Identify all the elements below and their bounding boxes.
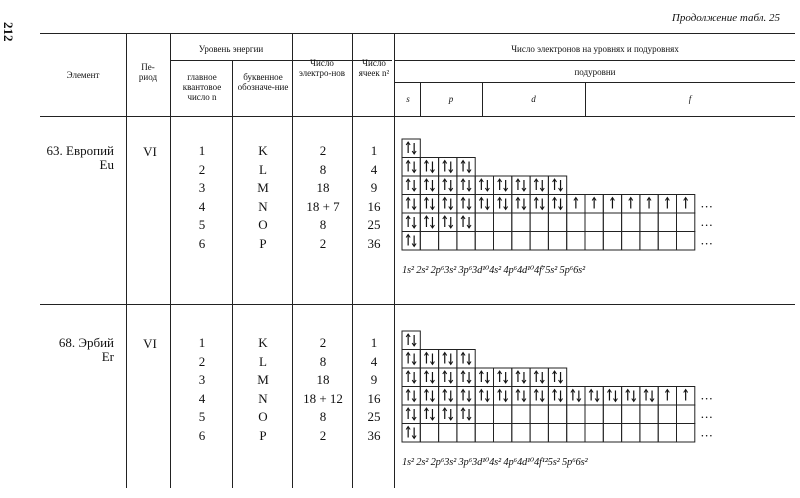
header-d: d	[531, 94, 536, 104]
orbital-cell	[530, 213, 548, 232]
orbital-cell	[475, 195, 493, 214]
orbital-cell	[585, 387, 603, 406]
orbital-cell	[402, 176, 420, 195]
orbital-cell	[567, 405, 585, 424]
level-n: 3	[198, 180, 206, 195]
header-element: Элемент	[66, 70, 100, 80]
level-electrons: 2	[319, 427, 327, 443]
level-letter: P	[259, 427, 267, 443]
level-n: 5	[198, 409, 206, 424]
orbital-cell	[420, 195, 438, 214]
orbital-cell	[548, 424, 566, 443]
orbital-cell	[622, 424, 640, 443]
header-cells: Число ячеек n²	[358, 58, 390, 78]
orbital-cell	[512, 424, 530, 443]
ellipsis: ...	[700, 195, 714, 211]
header-sublevels: подуровни	[574, 67, 616, 77]
orbital-cell	[420, 176, 438, 195]
orbital-cell	[622, 232, 640, 251]
orbital-cell	[622, 387, 640, 406]
orbital-cell	[548, 368, 566, 387]
orbital-cell	[402, 139, 420, 158]
level-n: 2	[198, 161, 206, 177]
orbital-cell	[512, 405, 530, 424]
orbital-cell	[567, 232, 585, 251]
orbital-cell	[439, 232, 457, 251]
level-letter: L	[259, 353, 267, 369]
level-cells: 9	[370, 372, 378, 387]
orbital-cell	[494, 405, 512, 424]
orbital-cell	[585, 232, 603, 251]
orbital-cell	[457, 176, 475, 195]
orbital-cell	[603, 405, 621, 424]
orbital-cell	[420, 387, 438, 406]
orbital-cell	[640, 213, 658, 232]
level-cells: 25	[367, 409, 381, 424]
orbital-cell	[585, 405, 603, 424]
orbital-cell	[457, 213, 475, 232]
orbital-cell	[439, 350, 457, 369]
ellipsis: ...	[700, 406, 714, 421]
header-distribution: Число электронов на уровнях и подуровнях	[511, 44, 679, 54]
orbital-cell	[402, 424, 420, 443]
orbital-cell	[603, 213, 621, 232]
header-f: f	[688, 94, 692, 104]
orbital-cell	[402, 158, 420, 177]
orbital-cell	[622, 405, 640, 424]
orbital-cell	[457, 387, 475, 406]
header-energy-level: Уровень энергии	[198, 44, 264, 54]
orbital-cell	[658, 424, 676, 443]
orbital-cell	[457, 232, 475, 251]
orbital-cell	[603, 424, 621, 443]
level-letter: M	[257, 372, 269, 387]
orbital-cell	[402, 331, 420, 350]
ellipsis: ...	[700, 424, 714, 440]
orbital-cell	[640, 387, 658, 406]
orbital-cell	[640, 405, 658, 424]
orbital-cell	[475, 405, 493, 424]
orbital-cell	[475, 368, 493, 387]
level-n: 2	[198, 353, 206, 369]
ellipsis: ...	[700, 387, 714, 403]
orbital-cell	[530, 176, 548, 195]
level-n: 5	[198, 217, 206, 232]
orbital-cell	[530, 195, 548, 214]
level-n: 4	[198, 390, 206, 406]
orbital-cell	[439, 368, 457, 387]
orbital-cell	[494, 232, 512, 251]
orbital-cell	[512, 232, 530, 251]
orbital-cell	[439, 387, 457, 406]
electron-configuration: 1s² 2s² 2p⁶3s² 3p⁶3d¹⁰4s² 4p⁶4d¹⁰4f¹²5s² 5p⁶6s²	[402, 457, 588, 468]
header-period: Пе- риод	[138, 62, 158, 82]
level-letter: M	[257, 180, 269, 195]
level-n: 1	[198, 143, 206, 158]
orbital-cell	[420, 213, 438, 232]
orbital-cell	[475, 387, 493, 406]
orbital-cell	[420, 405, 438, 424]
level-electrons: 2	[319, 143, 327, 158]
orbital-cell	[548, 232, 566, 251]
orbital-cell	[530, 232, 548, 251]
orbital-cell	[603, 387, 621, 406]
level-electrons: 2	[319, 235, 327, 251]
orbital-cell	[420, 368, 438, 387]
orbital-cell	[402, 350, 420, 369]
orbital-cell	[585, 213, 603, 232]
orbital-cell	[420, 424, 438, 443]
level-electrons: 8	[319, 409, 327, 424]
level-cells: 4	[370, 353, 378, 369]
element-name: 68. Эрбий Er	[58, 335, 114, 364]
orbital-cell	[494, 387, 512, 406]
orbital-cell	[402, 213, 420, 232]
period-value: VI	[143, 336, 157, 351]
level-n: 3	[198, 372, 206, 387]
level-letter: K	[258, 335, 268, 350]
header-p: p	[448, 94, 454, 104]
orbital-cell	[475, 424, 493, 443]
orbital-cell	[512, 176, 530, 195]
orbital-cell	[439, 195, 457, 214]
header-s: s	[406, 94, 410, 104]
orbital-cell	[530, 424, 548, 443]
orbital-cell	[658, 232, 676, 251]
orbital-cell	[457, 158, 475, 177]
continuation-label: Продолжение табл. 25	[671, 12, 780, 24]
orbital-cell	[658, 213, 676, 232]
level-cells: 16	[367, 390, 381, 406]
level-electrons: 8	[319, 353, 327, 369]
level-cells: 1	[370, 143, 378, 158]
page-number: 212	[1, 22, 16, 42]
orbital-cell	[420, 158, 438, 177]
orbital-cell	[640, 424, 658, 443]
level-cells: 36	[367, 427, 381, 443]
orbital-cell	[494, 424, 512, 443]
level-electrons: 18 + 7	[306, 198, 340, 214]
orbital-cell	[439, 176, 457, 195]
ellipsis: ...	[700, 214, 714, 229]
orbital-cell	[494, 213, 512, 232]
level-letter: O	[258, 409, 268, 424]
orbital-cell	[475, 213, 493, 232]
level-letter: N	[258, 198, 268, 214]
header-letter: буквенное обозначе-ние	[237, 72, 289, 92]
orbital-cell	[640, 232, 658, 251]
orbital-cell	[402, 387, 420, 406]
orbital-cell	[530, 387, 548, 406]
level-electrons: 18	[316, 180, 330, 195]
level-cells: 1	[370, 335, 378, 350]
orbital-cell	[494, 176, 512, 195]
level-n: 6	[198, 427, 206, 443]
orbital-cell	[567, 424, 585, 443]
orbital-cell	[548, 213, 566, 232]
orbital-cell	[402, 232, 420, 251]
orbital-cell	[402, 405, 420, 424]
orbital-cell	[439, 158, 457, 177]
level-letter: P	[259, 235, 267, 251]
level-cells: 36	[367, 235, 381, 251]
orbital-cell	[457, 195, 475, 214]
header-principal: главное квантовое число n	[182, 72, 222, 102]
level-electrons: 18 + 12	[303, 390, 343, 406]
orbital-cell	[530, 368, 548, 387]
orbital-cell	[677, 232, 695, 251]
orbital-cell	[512, 195, 530, 214]
orbital-cell	[512, 213, 530, 232]
level-n: 6	[198, 235, 206, 251]
orbital-cell	[475, 232, 493, 251]
orbital-cell	[585, 424, 603, 443]
level-letter: K	[258, 143, 268, 158]
level-cells: 4	[370, 161, 378, 177]
orbital-cell	[402, 195, 420, 214]
orbital-cell	[439, 424, 457, 443]
orbital-cell	[439, 405, 457, 424]
orbital-cell	[548, 176, 566, 195]
level-letter: L	[259, 161, 267, 177]
level-cells: 16	[367, 198, 381, 214]
orbital-cell	[420, 350, 438, 369]
orbital-cell	[658, 405, 676, 424]
orbital-cell	[567, 213, 585, 232]
orbital-cell	[622, 213, 640, 232]
level-electrons: 8	[319, 217, 327, 232]
orbital-cell	[457, 368, 475, 387]
orbital-cell	[677, 213, 695, 232]
header-electrons: Число электро-нов	[298, 58, 346, 78]
orbital-cell	[530, 405, 548, 424]
level-electrons: 2	[319, 335, 327, 350]
orbital-cell	[420, 232, 438, 251]
orbital-cell	[457, 424, 475, 443]
orbital-cell	[548, 405, 566, 424]
orbital-cell	[439, 213, 457, 232]
electron-configuration: 1s² 2s² 2p⁶3s² 3p⁶3d¹⁰4s² 4p⁶4d¹⁰4f⁷5s² 5p⁶6s²	[402, 265, 585, 276]
orbital-cell	[457, 405, 475, 424]
orbital-cell	[548, 387, 566, 406]
orbital-cell	[512, 368, 530, 387]
level-cells: 25	[367, 217, 381, 232]
orbital-cell	[603, 232, 621, 251]
element-name: 63. Европий Eu	[46, 143, 114, 172]
level-n: 1	[198, 335, 206, 350]
orbital-cell	[548, 195, 566, 214]
orbital-cell	[677, 424, 695, 443]
orbital-cell	[494, 368, 512, 387]
orbital-cell	[567, 387, 585, 406]
level-letter: O	[258, 217, 268, 232]
orbital-cell	[475, 176, 493, 195]
level-electrons: 18	[316, 372, 330, 387]
period-value: VI	[143, 144, 157, 159]
orbital-cell	[512, 387, 530, 406]
level-n: 4	[198, 198, 206, 214]
orbital-cell	[402, 368, 420, 387]
level-cells: 9	[370, 180, 378, 195]
level-letter: N	[258, 390, 268, 406]
orbital-cell	[677, 405, 695, 424]
ellipsis: ...	[700, 232, 714, 248]
level-electrons: 8	[319, 161, 327, 177]
orbital-cell	[457, 350, 475, 369]
orbital-cell	[494, 195, 512, 214]
